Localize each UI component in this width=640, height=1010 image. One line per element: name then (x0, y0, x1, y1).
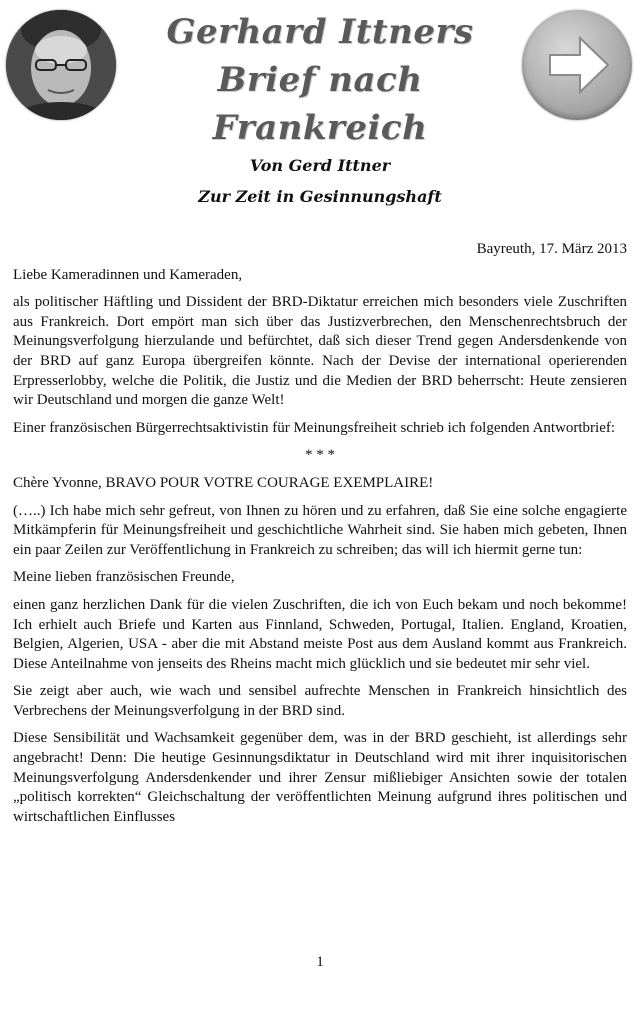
status-line: Zur Zeit in Gesinnungshaft (198, 187, 442, 206)
next-page-button[interactable] (522, 10, 632, 120)
paragraph: Meine lieben französischen Freunde, (13, 569, 235, 586)
arrow-right-icon (522, 10, 632, 120)
document-heading (0, 150, 640, 212)
page-number: 1 (316, 954, 324, 970)
author-line: Von Gerd Ittner (249, 156, 391, 175)
header-title-line2: Brief nach Frankreich (212, 60, 428, 148)
letter-body (13, 240, 627, 835)
author-avatar (6, 10, 116, 120)
paragraph: einen ganz herzlichen Dank für die vielen Zuschriften, die ich von Euch bekam und noch bekomme! Ich erhielt auch Briefe und Karten aus Finnland, Schweden, Portugal, Italien. England, Kroatien, Belgien, Algerien, USA - aber die mit Abstand meiste Post aus dem Ausland kommt aus Frankreich. Diese Anteilnahme von jenseits des Rheins macht mich glücklich und sie bedeutet mir sehr viel. (13, 596, 627, 672)
paragraph: Chère Yvonne, BRAVO POUR VOTRE COURAGE EXEMPLAIRE! (13, 474, 434, 491)
header-title (120, 8, 520, 152)
paragraph: Diese Sensibilität und Wachsamkeit gegenüber dem, was in der BRD geschieht, ist allerdings sehr angebracht! Denn: Die heutige Gesinnungsdiktatur in Deutschland wird mit ihrer inquisitorischen Meinungsverfolgung Andersdenkender und ihrer Zensur mißliebiger Ansichten sowie der totalen „politisch korrekten“ Gleichschaltung der veröffentlichten Meinung aufgrund ihres politischen und wirtschaftlichen Einflusses (13, 730, 627, 825)
dateline: Bayreuth, 17. März 2013 (476, 241, 627, 257)
header-title-line1: Gerhard Ittners (166, 12, 474, 52)
paragraph: Einer französischen Bürgerrechtsaktivistin für Meinungsfreiheit schrieb ich folgenden Antwortbrief: (13, 419, 616, 436)
portrait-photo-icon (6, 10, 116, 120)
section-separator: * * * (305, 447, 335, 464)
paragraph: Liebe Kameradinnen und Kameraden, (13, 266, 243, 283)
paragraph: (…..) Ich habe mich sehr gefreut, von Ihnen zu hören und zu erfahren, daß Sie eine solche engagierte Mitkämpferin für Meinungsfreiheit und geschichtliche Wahrheit sind. Sie haben mich gebeten, Ihnen ein paar Zeilen zur Veröffentlichung in Frankreich zu schreiben; das will ich hiermit gerne tun: (13, 502, 627, 558)
paragraph: als politischer Häftling und Dissident der BRD-Diktatur erreichen mich besonders viele Zuschriften aus Frankreich. Dort empört man sich über das Justizverbrechen, den Menschenrechtsbruch der Meinungsverfolgung hierzulande und befürchtet, daß sich dieser Trend gegen Andersdenkende von der BRD auf ganz Europa übergreifen könnte. Nach der Devise der international operierenden Erpresserlobby, welche die Politik, die Justiz und die Medien der BRD beherrscht: Heute zensieren wir Deutschland und morgen die ganze Welt! (13, 294, 627, 409)
paragraph: Sie zeigt aber auch, wie wach und sensibel aufrechte Menschen in Frankreich hinsichtlich des Verbrechens der Meinungsverfolgung in der BRD sind. (13, 683, 627, 719)
page-header (0, 0, 640, 148)
